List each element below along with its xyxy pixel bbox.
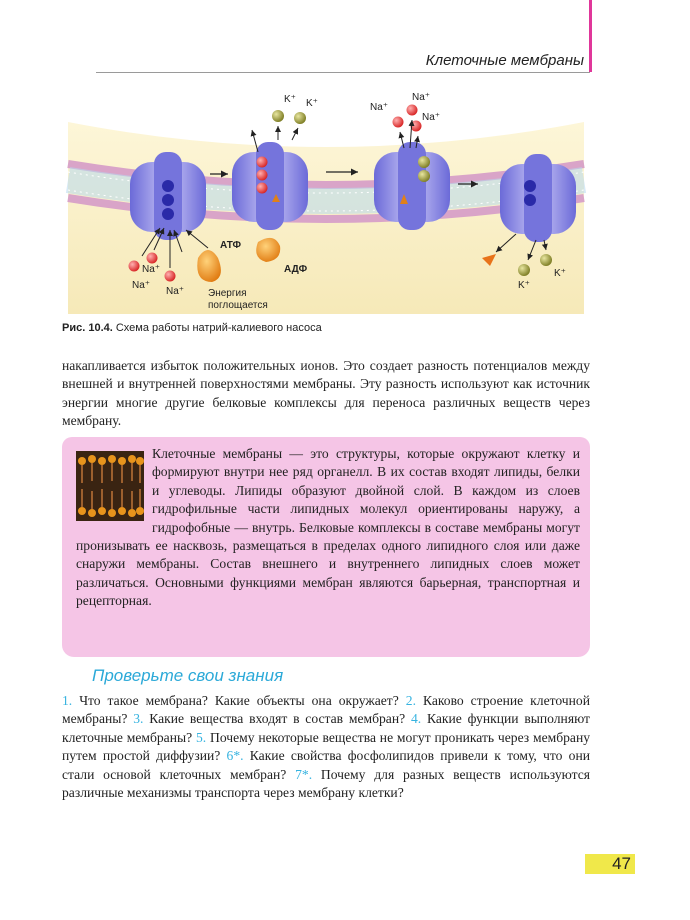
k-label: K⁺ (518, 280, 530, 291)
na-label: Na⁺ (132, 280, 151, 291)
figure-number: Рис. 10.4. (62, 322, 113, 334)
pump-protein-1 (130, 152, 206, 240)
question-text: Какие функции выполняют клеточные мембраны? (62, 711, 591, 745)
energy-label-line1: Энергия (208, 288, 247, 299)
question-text: Почему для разных веществ используются различные механизмы транспорта через мембрану клетки? (62, 766, 590, 801)
summary-note-box (62, 437, 590, 657)
na-label: Na⁺ (422, 112, 441, 123)
k-label: K⁺ (284, 94, 296, 105)
question-text: Что такое мембрана? Какие объекты она окружает? (79, 693, 399, 708)
pump-protein-2 (232, 142, 308, 230)
question-text: Почему некоторые вещества не могут проникать через мембрану путем простой диффузии? (62, 729, 591, 764)
atp-label: АТФ (220, 240, 241, 251)
question-number: 1. (62, 693, 73, 708)
question-number: 4. (410, 711, 422, 727)
question-number: 6*. (226, 748, 244, 764)
na-label: Na⁺ (412, 92, 431, 103)
na-label: Na⁺ (142, 264, 161, 275)
energy-label-line2: поглощается (208, 300, 268, 311)
question-number: 2. (405, 693, 416, 708)
na-label: Na⁺ (166, 286, 185, 297)
question-number: 5. (195, 729, 207, 745)
adp-label: АДФ (284, 264, 308, 275)
figure-caption-text: Схема работы натрий-калиевого насоса (115, 322, 322, 334)
header-rule (96, 72, 590, 73)
question-number: 7*. (295, 766, 313, 782)
k-label: K⁺ (306, 98, 318, 109)
summary-note-text: Клеточные мембраны — это структуры, которые окружают клетку и формируют внутри нее ряд органелл. В их состав входят липиды, белки и углеводы. Липиды образуют двойной слой. В каждом из слоев гидрофильные части липидных молекул ориентированы наружу, а гидрофобные — внутрь. Белковые комплексы в составе мембраны могут пронизывать ее насквозь, размещаться в пределах одного липидного слоя или даже снаружи мембраны. Состав внешнего и внутреннего липидных слоев может различаться. Основными функциями мембран являются барьерная, транспортная и рецепторная. (76, 446, 580, 609)
k-ion (272, 110, 284, 122)
question-text: Какие вещества входят в состав мембран? (149, 711, 406, 727)
body-paragraph: накапливается избыток положительных ионов. Это создает разность потенциалов между внешней и внутренней поверхностями мембраны. Эту разность используют как источник энергии многие другие белковые комплексы для переноса различных веществ через мембрану. (62, 358, 590, 429)
figure-caption (62, 322, 322, 334)
review-section-title: Проверьте свои знания (92, 666, 284, 685)
question-number: 3. (133, 711, 144, 727)
pump-protein-4 (500, 154, 576, 242)
pump-diagram (62, 82, 590, 314)
header-accent-bar (589, 0, 592, 72)
page-number: 47 (585, 854, 635, 874)
k-ion (294, 112, 306, 124)
running-title: Клеточные мембраны (425, 52, 584, 69)
review-questions (62, 692, 590, 802)
na-ion (393, 117, 404, 128)
na-label: Na⁺ (370, 102, 389, 113)
k-ion (540, 254, 552, 266)
question-text: Какие свойства фосфолипидов привели к тому, что они стали основой клеточных мембран? (62, 748, 591, 782)
pump-protein-3 (374, 142, 450, 230)
na-ion (407, 105, 418, 116)
na-ion (129, 261, 140, 272)
na-ion (147, 253, 158, 264)
sodium-potassium-pump-figure (62, 82, 590, 314)
na-ion (165, 271, 176, 282)
question-text: Каково строение клеточной мембраны? (62, 693, 590, 727)
k-ion (518, 264, 530, 276)
k-label: K⁺ (554, 268, 566, 279)
